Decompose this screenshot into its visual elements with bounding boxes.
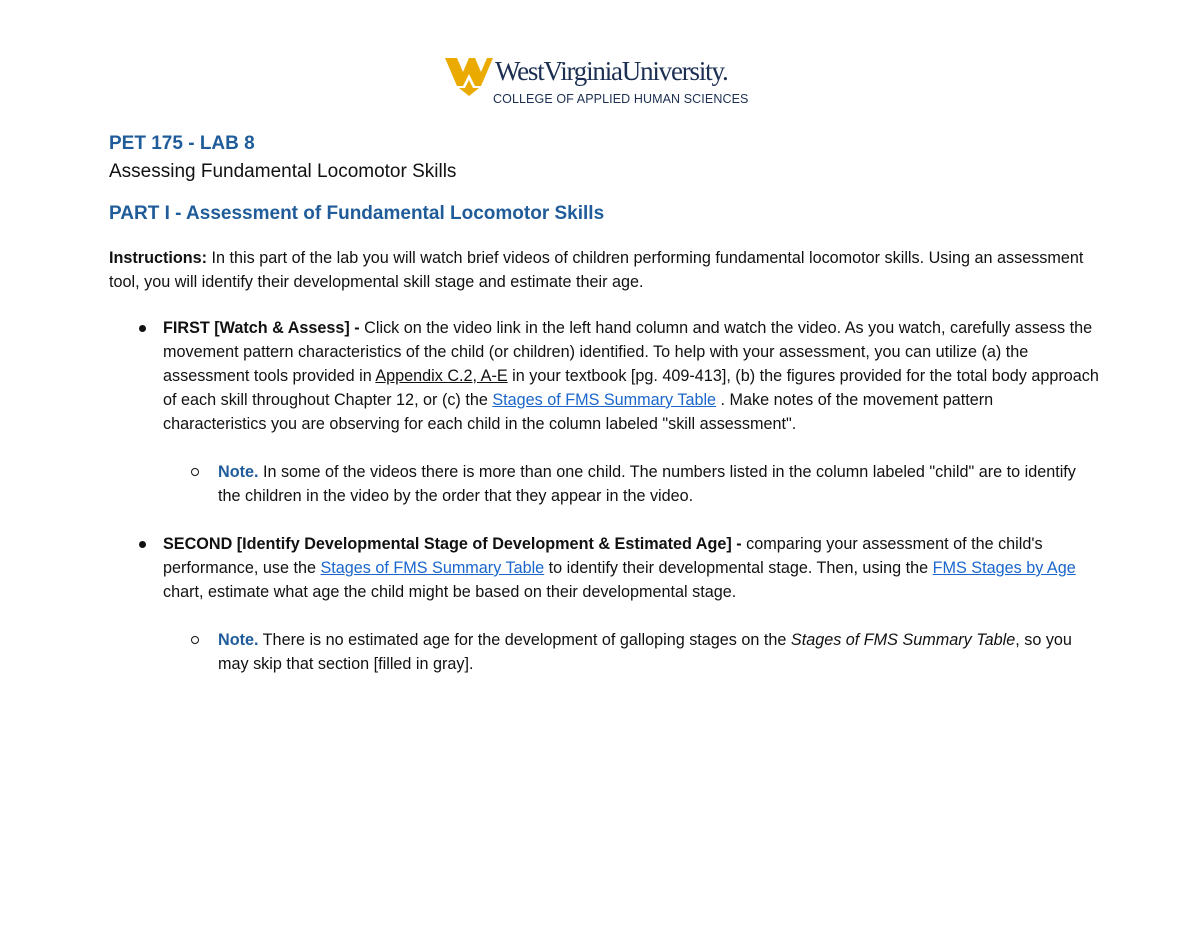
- second-text-3: chart, estimate what age the child might be based on their developmental stage.: [163, 583, 737, 601]
- note-label: Note.: [218, 463, 259, 481]
- note-label: Note.: [218, 631, 259, 649]
- stages-summary-table-link[interactable]: Stages of FMS Summary Table: [492, 391, 717, 409]
- note-text-1: There is no estimated age for the development of galloping stages on the: [258, 631, 791, 649]
- note-italic-title: Stages of FMS Summary Table: [790, 631, 1016, 649]
- note-text-2: , so you may skip that section [filled in gray].: [218, 631, 1072, 673]
- list-item-first: [109, 316, 1099, 436]
- stages-summary-table-link[interactable]: Stages of FMS Summary Table: [320, 559, 545, 577]
- lab-subtitle: Assessing Fundamental Locomotor Skills: [109, 161, 457, 182]
- bullet-icon: [139, 325, 146, 332]
- fms-stages-by-age-link[interactable]: FMS Stages by Age: [932, 559, 1076, 577]
- university-name: WestVirginiaUniversity.: [495, 56, 728, 86]
- college-name: COLLEGE OF APPLIED HUMAN SCIENCES: [493, 92, 749, 106]
- instructions-label: Instructions:: [109, 249, 208, 267]
- second-text-1: comparing your assessment of the child's performance, use the: [163, 535, 1043, 577]
- list-item-second-note: [109, 628, 1099, 676]
- list-item-second: [109, 532, 1099, 604]
- first-text-1: Click on the video link in the left hand column and watch the video. As you watch, carefully assess the movement pattern characteristics of the child (or children) identified. To help with your assessment, you can utilize (a) the assessment tools provided in: [163, 319, 1093, 385]
- instructions-paragraph: [109, 246, 1099, 294]
- second-text-2: to identify their developmental stage. Then, using the: [544, 559, 933, 577]
- note-text: In some of the videos there is more than one child. The numbers listed in the column labeled "child" are to identify the children in the video by the order that they appear in the video.: [218, 463, 1076, 505]
- first-label: FIRST [Watch & Assess] -: [163, 319, 360, 337]
- document-body: [109, 130, 1099, 676]
- flying-wv-icon: [445, 54, 493, 96]
- steps-list: [109, 316, 1099, 676]
- wvu-logo: [445, 54, 765, 114]
- instructions-text: In this part of the lab you will watch brief videos of children performing fundamental locomotor skills. Using an assessment tool, you will identify their developmental skill stage and estimate their age.: [109, 249, 1084, 291]
- second-label: SECOND [Identify Developmental Stage of Development & Estimated Age] -: [163, 535, 742, 553]
- part-heading: PART I - Assessment of Fundamental Locomotor Skills: [109, 203, 605, 224]
- first-text-3: . Make notes of the movement pattern characteristics you are observing for each child in the column labeled "skill assessment".: [163, 391, 994, 433]
- sub-bullet-icon: [191, 636, 199, 644]
- appendix-reference: Appendix C.2, A-E: [375, 367, 508, 385]
- sub-bullet-icon: [191, 468, 199, 476]
- list-item-first-note: [109, 460, 1099, 508]
- bullet-icon: [139, 541, 146, 548]
- lab-title: PET 175 - LAB 8: [109, 133, 255, 154]
- first-text-2: in your textbook [pg. 409-413], (b) the figures provided for the total body approach of each skill throughout Chapter 12, or (c) the: [163, 367, 1099, 409]
